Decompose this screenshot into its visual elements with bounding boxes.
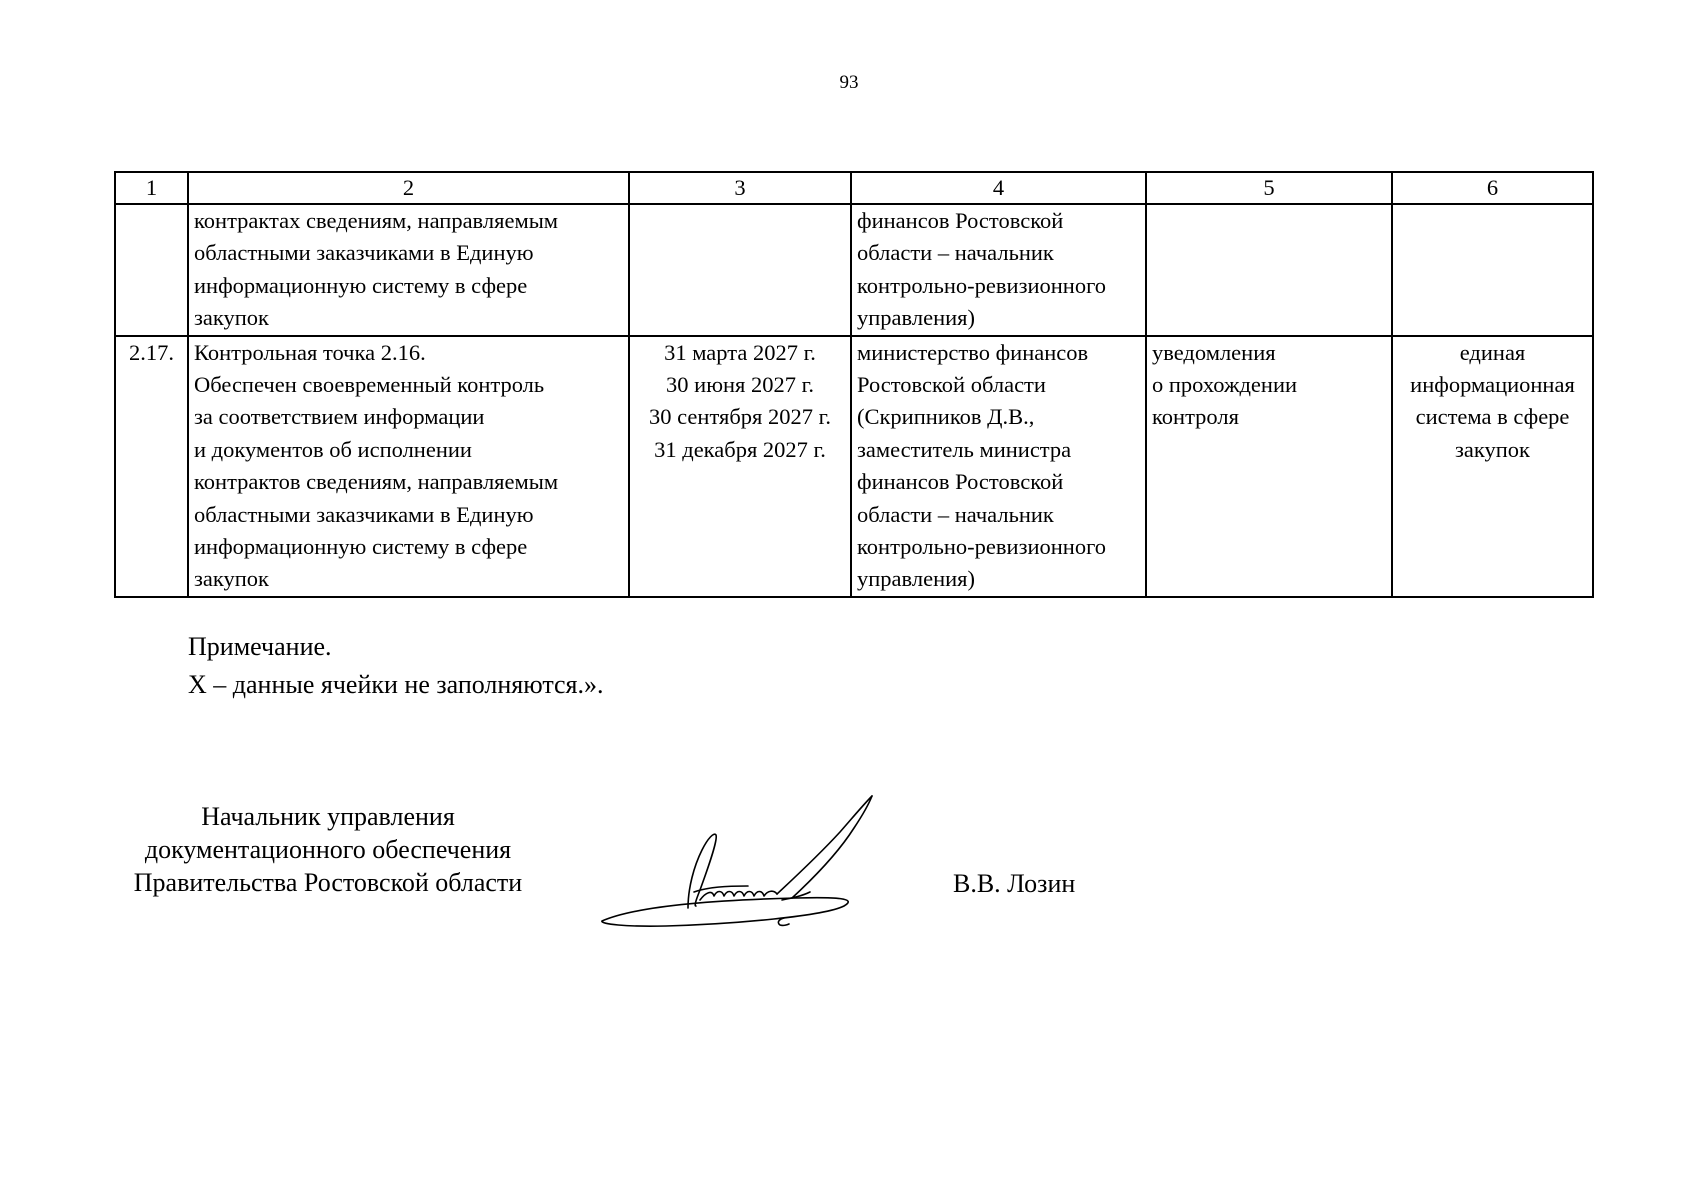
table-header-row <box>115 172 1593 204</box>
note-text: Х – данные ячейки не заполняются.». <box>188 670 604 699</box>
deadline-cell <box>629 204 851 336</box>
table-row <box>115 336 1593 597</box>
cell-line: информационную систему в сфере <box>194 534 528 560</box>
cell-line: области – начальник <box>857 240 1054 266</box>
cell-line: Ростовской области <box>857 372 1046 398</box>
responsible-cell <box>851 336 1146 597</box>
cell-line: Контрольная точка 2.16. <box>194 339 426 365</box>
cell-line: Обеспечен своевременный контроль <box>194 372 545 398</box>
cell-line: система в сфере <box>1415 404 1570 430</box>
plan-table <box>114 171 1594 598</box>
cell-line: контрольно-ревизионного <box>857 272 1106 298</box>
cell-line: 30 сентября 2027 г. <box>649 404 831 430</box>
cell-line: финансов Ростовской <box>857 469 1064 495</box>
column-header: 5 <box>1146 172 1392 204</box>
row-number-cell <box>115 204 188 336</box>
signer-position-line: Начальник управления <box>201 802 455 831</box>
responsible-cell <box>851 204 1146 336</box>
cell-line: о прохождении <box>1152 372 1298 398</box>
cell-line: уведомления <box>1152 339 1276 365</box>
signer-position <box>108 800 548 899</box>
handwritten-signature <box>596 788 926 938</box>
cell-line: управления) <box>857 305 975 331</box>
cell-line: закупок <box>194 566 269 592</box>
event-cell <box>188 204 629 336</box>
cell-line: закупок <box>1455 436 1530 462</box>
signer-name: В.В. Лозин <box>953 869 1076 898</box>
cell-line: контроля <box>1152 404 1239 430</box>
column-header: 4 <box>851 172 1146 204</box>
cell-line: 31 декабря 2027 г. <box>654 436 826 462</box>
event-cell <box>188 336 629 597</box>
cell-line: министерство финансов <box>857 339 1089 365</box>
cell-line: управления) <box>857 566 975 592</box>
cell-line: (Скрипников Д.В., <box>857 404 1035 430</box>
cell-line: 30 июня 2027 г. <box>666 372 814 398</box>
cell-line: контрактах сведениям, направляемым <box>194 208 559 233</box>
system-cell <box>1392 204 1593 336</box>
page-number: 93 <box>839 72 859 93</box>
cell-line: закупок <box>194 305 269 331</box>
cell-line: областными заказчиками в Единую <box>194 240 534 266</box>
result-cell <box>1146 204 1392 336</box>
deadline-cell <box>629 336 851 597</box>
cell-line: заместитель министра <box>857 436 1072 462</box>
signer-position-line: Правительства Ростовской области <box>133 868 523 897</box>
system-cell <box>1392 336 1593 597</box>
note-title: Примечание. <box>188 632 332 661</box>
cell-line: финансов Ростовской <box>857 208 1064 233</box>
cell-line: информационную систему в сфере <box>194 272 528 298</box>
cell-line: и документов об исполнении <box>194 436 472 462</box>
cell-line: за соответствием информации <box>194 404 485 430</box>
cell-line: областными заказчиками в Единую <box>194 501 534 527</box>
column-header: 6 <box>1392 172 1593 204</box>
cell-line: области – начальник <box>857 501 1054 527</box>
column-header: 1 <box>115 172 188 204</box>
cell-line: единая <box>1459 339 1526 365</box>
signer-position-line: документационного обеспечения <box>144 835 512 864</box>
table-row <box>115 204 1593 336</box>
note-block <box>188 628 604 704</box>
row-number-cell: 2.17. <box>115 336 188 597</box>
cell-line: контрактов сведениям, направляемым <box>194 469 559 495</box>
result-cell <box>1146 336 1392 597</box>
cell-line: 31 марта 2027 г. <box>664 339 816 365</box>
column-header: 2 <box>188 172 629 204</box>
cell-line: информационная <box>1410 372 1575 398</box>
cell-line: контрольно-ревизионного <box>857 534 1106 560</box>
column-header: 3 <box>629 172 851 204</box>
